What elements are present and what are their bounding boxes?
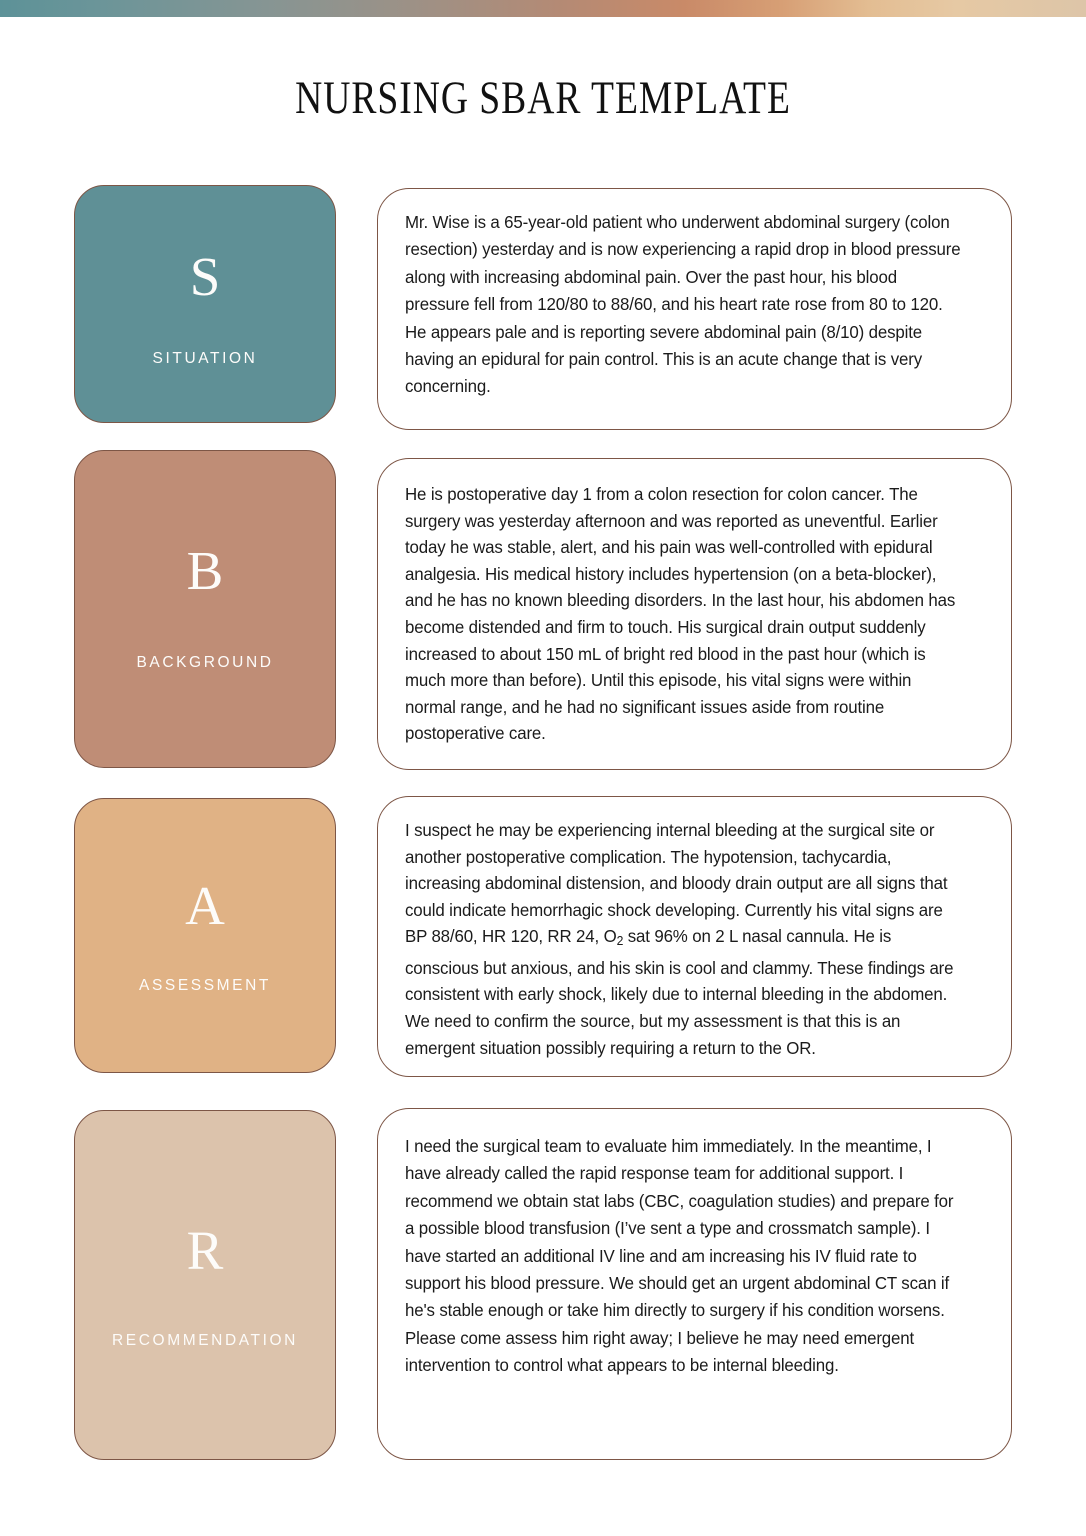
recommendation-text: I need the surgical team to evaluate him immediately. In the meantime, I have already called the rapid response team for additional support. I recommend we obtain stat labs (CBC, coagulation studies) and prepare for a possible blood transfusion (I’ve sent a type and crossmatch sample). I have started an additional IV line and am increasing his IV fluid rate to support his blood pressure. We should get an urgent abdominal CT scan if he's stable enough or take him directly to surgery if his condition worsens. Please come assess him right away; I believe he may need emergent intervention to control what appears to be internal bleeding. bbox=[405, 1136, 954, 1376]
situation-text: Mr. Wise is a 65-year-old patient who underwent abdominal surgery (colon resection) yesterday and is now experiencing a rapid drop in blood pressure along with increasing abdominal pain. Over the past hour, his blood pressure fell from 120/80 to 88/60, and his heart rate rose from 80 to 120. He appears pale and is reporting severe abdominal pain (8/10) despite having an epidural for pain control. This is an acute change that is very concerning. bbox=[405, 212, 961, 397]
letter-label-recommendation: RECOMMENDATION bbox=[112, 1332, 298, 1349]
assessment-text-part2: sat 96% on 2 L nasal cannula. He is conscious but anxious, and his skin is cool and clammy. These findings are consistent with early shock, likely due to internal bleeding in the abdomen. We need to confirm the source, but my assessment is that this is an emergent situation possibly requiring a return to the OR. bbox=[405, 926, 954, 1058]
sbar-row-assessment bbox=[74, 798, 1012, 1073]
top-gradient-bar bbox=[0, 0, 1086, 17]
assessment-subscript-2: 2 bbox=[616, 934, 624, 949]
letter-label-situation: SITUATION bbox=[152, 350, 258, 367]
letter-card-recommendation[interactable] bbox=[74, 1110, 336, 1460]
letter-label-background: BACKGROUND bbox=[136, 654, 274, 671]
page-title: NURSING SBAR TEMPLATE bbox=[295, 72, 791, 124]
text-card-background[interactable] bbox=[377, 458, 1012, 770]
letter-label-assessment: ASSESSMENT bbox=[139, 976, 271, 994]
letter-glyph-a: A bbox=[185, 874, 225, 936]
sbar-row-situation bbox=[74, 185, 1012, 423]
letter-card-assessment[interactable] bbox=[74, 798, 336, 1073]
sbar-row-background bbox=[74, 450, 1012, 768]
background-text: He is postoperative day 1 from a colon resection for colon cancer. The surgery was yesterday afternoon and was reported as uneventful. Earlier today he was stable, alert, and his pain was well-controlled with epidural analgesia. His medical history includes hypertension (on a beta-blocker), and he has no known bleeding disorders. In the last hour, his abdomen has become distended and firm to touch. His surgical drain output suddenly increased to about 150 mL of bright red blood in the past hour (which is much more than before). Until this episode, his vital signs were within normal range, and he had no significant issues aside from routine postoperative care. bbox=[405, 484, 956, 744]
letter-card-background[interactable] bbox=[74, 450, 336, 768]
text-card-situation[interactable] bbox=[377, 188, 1012, 430]
text-card-assessment[interactable] bbox=[377, 796, 1012, 1077]
assessment-text bbox=[405, 817, 964, 1061]
sbar-row-recommendation bbox=[74, 1110, 1012, 1460]
text-card-recommendation[interactable] bbox=[377, 1108, 1012, 1460]
sbar-sections bbox=[74, 185, 1012, 1460]
assessment-text-part1: I suspect he may be experiencing internal bleeding at the surgical site or another postoperative complication. The hypotension, tachycardia, increasing abdominal distension, and bloody drain output are all signs that could indicate hemorrhagic shock developing. Currently his vital signs are BP 88/60, HR 120, RR 24, O bbox=[405, 820, 948, 947]
letter-card-situation[interactable] bbox=[74, 185, 336, 423]
letter-glyph-r: R bbox=[186, 1220, 224, 1281]
letter-glyph-s: S bbox=[189, 246, 221, 307]
letter-glyph-b: B bbox=[186, 540, 224, 601]
